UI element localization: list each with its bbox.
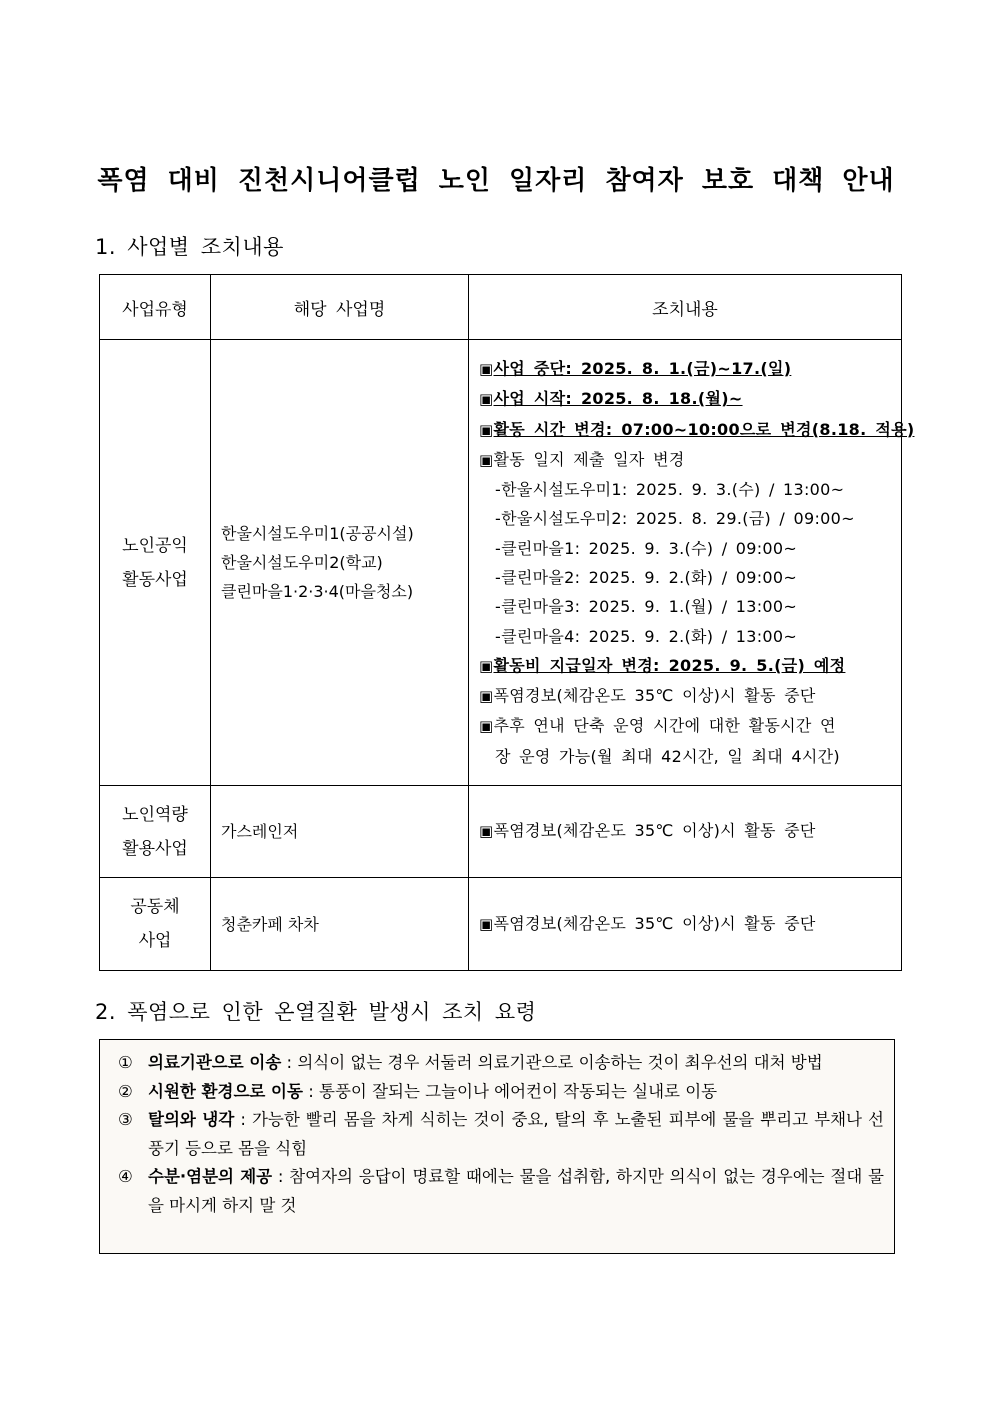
list-item: ① 의료기관으로 이송 : 의식이 없는 경우 서둘러 의료기관으로 이송하는 것이 최우선의 대처 방법 xyxy=(118,1053,823,1072)
detail-line: ▣추후 연내 단축 운영 시간에 대한 활동시간 연 xyxy=(479,716,836,736)
name-cell: 한울시설도우미1(공공시설) 한울시설도우미2(학교) 클린마을1·2·3·4(마을청소) xyxy=(211,340,469,786)
name-cell: 청춘카페 차차 xyxy=(211,878,469,971)
detail-line: ▣활동 일지 제출 일자 변경 xyxy=(479,449,685,469)
type-cell: 노인역량 활용사업 xyxy=(100,786,211,878)
detail-line: ▣사업 중단: 2025. 8. 1.(금)~17.(일) xyxy=(479,358,792,378)
page-title: 폭염 대비 진천시니어클럽 노인 일자리 참여자 보호 대책 안내 xyxy=(97,166,895,196)
section-1-heading: 1. 사업별 조치내용 xyxy=(95,235,284,259)
table-row xyxy=(100,786,902,878)
detail-line: ▣폭염경보(체감온도 35℃ 이상)시 활동 중단 xyxy=(479,821,816,841)
measures-table xyxy=(99,274,915,971)
header-type: 사업유형 xyxy=(100,275,211,340)
list-item: ③ 탈의와 냉각 : 가능한 빨리 몸을 차게 식히는 것이 중요, 탈의 후 노출된 피부에 물을 뿌리고 부채나 선풍기 등으로 몸을 식힘 xyxy=(118,1110,884,1158)
heat-illness-guide-box xyxy=(99,1039,895,1254)
list-item: ② 시원한 환경으로 이동 : 통풍이 잘되는 그늘이나 에어컨이 작동되는 실내로 이동 xyxy=(118,1081,718,1101)
section-2-heading: 2. 폭염으로 인한 온열질환 발생시 조치 요령 xyxy=(95,1000,537,1024)
detail-line: ▣활동비 지급일자 변경: 2025. 9. 5.(금) 예정 xyxy=(479,655,846,675)
detail-cell xyxy=(469,878,902,971)
detail-cell xyxy=(469,786,902,878)
header-name: 해당 사업명 xyxy=(211,275,469,340)
detail-line: ▣폭염경보(체감온도 35℃ 이상)시 활동 중단 xyxy=(479,913,816,933)
list-item: ④ 수분·염분의 제공 : 참여자의 응답이 명료할 때에는 물을 섭취함, 하지만 의식이 없는 경우에는 절대 물을 마시게 하지 말 것 xyxy=(118,1167,884,1215)
detail-line: ▣사업 시작: 2025. 8. 18.(월)~ xyxy=(479,389,743,409)
header-detail: 조치내용 xyxy=(469,275,902,340)
type-cell: 공동체 사업 xyxy=(100,878,211,971)
detail-line: ▣폭염경보(체감온도 35℃ 이상)시 활동 중단 xyxy=(479,686,816,706)
detail-subline: -클린마을3: 2025. 9. 1.(월) / 13:00~ xyxy=(495,597,798,617)
detail-subline: -한울시설도우미2: 2025. 8. 29.(금) / 09:00~ xyxy=(495,509,855,529)
name-cell: 가스레인저 xyxy=(211,786,469,878)
detail-line: 장 운영 가능(월 최대 42시간, 일 최대 4시간) xyxy=(495,746,840,766)
type-cell: 노인공익 활동사업 xyxy=(100,340,211,786)
detail-subline: -클린마을4: 2025. 9. 2.(화) / 13:00~ xyxy=(495,626,798,646)
table-row xyxy=(100,878,902,971)
detail-cell xyxy=(469,340,915,786)
detail-subline: -클린마을1: 2025. 9. 3.(수) / 09:00~ xyxy=(495,538,798,558)
table-row xyxy=(100,340,902,786)
table-header-row xyxy=(100,275,902,340)
detail-subline: -한울시설도우미1: 2025. 9. 3.(수) / 13:00~ xyxy=(495,480,845,500)
detail-line: ▣활동 시간 변경: 07:00~10:00으로 변경(8.18. 적용) xyxy=(479,419,915,439)
detail-subline: -클린마을2: 2025. 9. 2.(화) / 09:00~ xyxy=(495,568,798,587)
